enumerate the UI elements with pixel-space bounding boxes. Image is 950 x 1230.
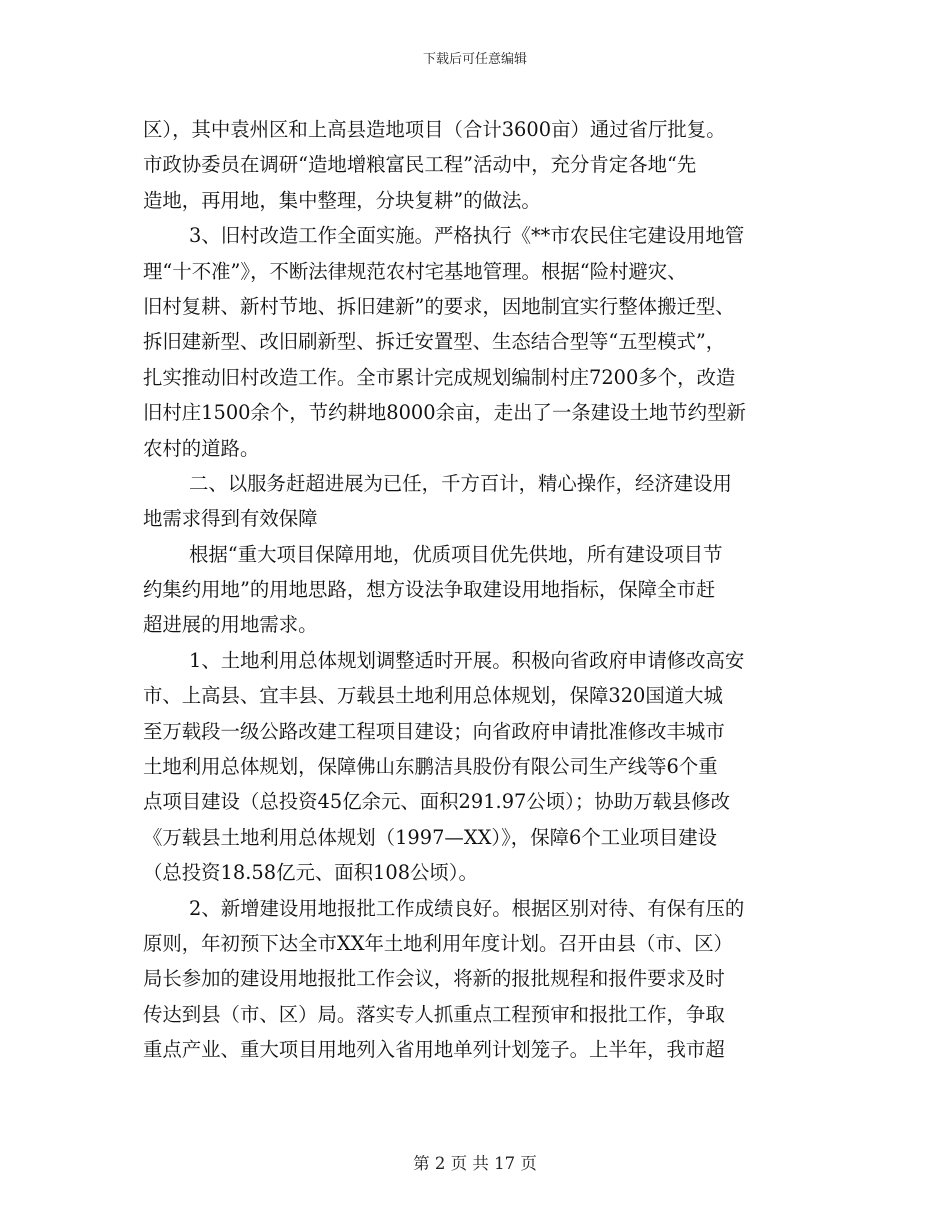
body-line: （总投资18.58亿元、面积108公顷）。	[143, 861, 478, 885]
section-heading-line: 地需求得到有效保障	[143, 507, 318, 531]
page-header: 下载后可任意编辑	[422, 52, 527, 67]
body-line: 扎实推动旧村改造工作。全市累计完成规划编制村庄7200多个，改造	[143, 365, 736, 389]
body-line: 传达到县（市、区）局。落实专人抓重点工程预审和报批工作，争取	[143, 1002, 725, 1026]
body-line: 至万载段一级公路改建工程项目建设；向省政府申请批准修改丰城市	[143, 719, 725, 743]
body-line: 造地，再用地，集中整理，分块复耕”的做法。	[143, 188, 541, 212]
body-line: 3、旧村改造工作全面实施。严格执行《**市农民住宅建设用地管	[189, 224, 745, 248]
body-line: 超进展的用地需求。	[143, 613, 318, 637]
body-line: 理“十不准”》，不断法律规范农村宅基地管理。根据“险村避灾、	[143, 259, 687, 283]
section-heading-line: 二、以服务赶超进展为已任，千方百计，精心操作，经济建设用	[189, 471, 732, 495]
page-number-footer: 第 2 页 共 17 页	[413, 1154, 537, 1173]
body-line: 原则，年初预下达全市XX年土地利用年度计划。召开由县（市、区）	[143, 931, 733, 955]
body-line: 市政协委员在调研“造地增粮富民工程”活动中，充分肯定各地“先	[143, 153, 697, 177]
body-line: 农村的道路。	[143, 436, 260, 460]
body-line: 市、上高县、宜丰县、万载县土地利用总体规划，保障320国道大城	[143, 684, 723, 708]
body-line: 旧村复耕、新村节地、拆旧建新”的要求，因地制宜实行整体搬迁型、	[143, 294, 735, 318]
document-body	[143, 112, 813, 1068]
body-line: 《万载县土地利用总体规划（1997—XX）》，保障6个工业项目建设	[143, 825, 718, 849]
body-line: 根据“重大项目保障用地，优质项目优先供地，所有建设项目节	[189, 542, 723, 566]
body-line: 约集约用地”的用地思路，想方设法争取建设用地指标，保障全市赶	[143, 578, 716, 602]
body-line: 局长参加的建设用地报批工作会议，将新的报批规程和报件要求及时	[143, 967, 725, 991]
body-line: 区），其中袁州区和上高县造地项目（合计3600亩）通过省厅批复。	[143, 118, 726, 141]
body-line: 重点产业、重大项目用地列入省用地单列计划笼子。上半年，我市超	[143, 1038, 725, 1062]
body-line: 土地利用总体规划，保障佛山东鹏洁具股份有限公司生产线等6个重	[143, 755, 718, 779]
body-line: 旧村庄1500余个，节约耕地8000余亩，走出了一条建设土地节约型新	[143, 401, 746, 425]
body-line: 1、土地利用总体规划调整适时开展。积极向省政府申请修改高安	[189, 648, 745, 672]
body-line: 拆旧建新型、改旧刷新型、拆迁安置型、生态结合型等“五型模式”，	[143, 330, 726, 354]
body-line: 点项目建设（总投资45亿余元、面积291.97公顷）；协助万载县修改	[143, 790, 730, 814]
body-line: 2、新增建设用地报批工作成绩良好。根据区别对待、有保有压的	[189, 896, 745, 920]
